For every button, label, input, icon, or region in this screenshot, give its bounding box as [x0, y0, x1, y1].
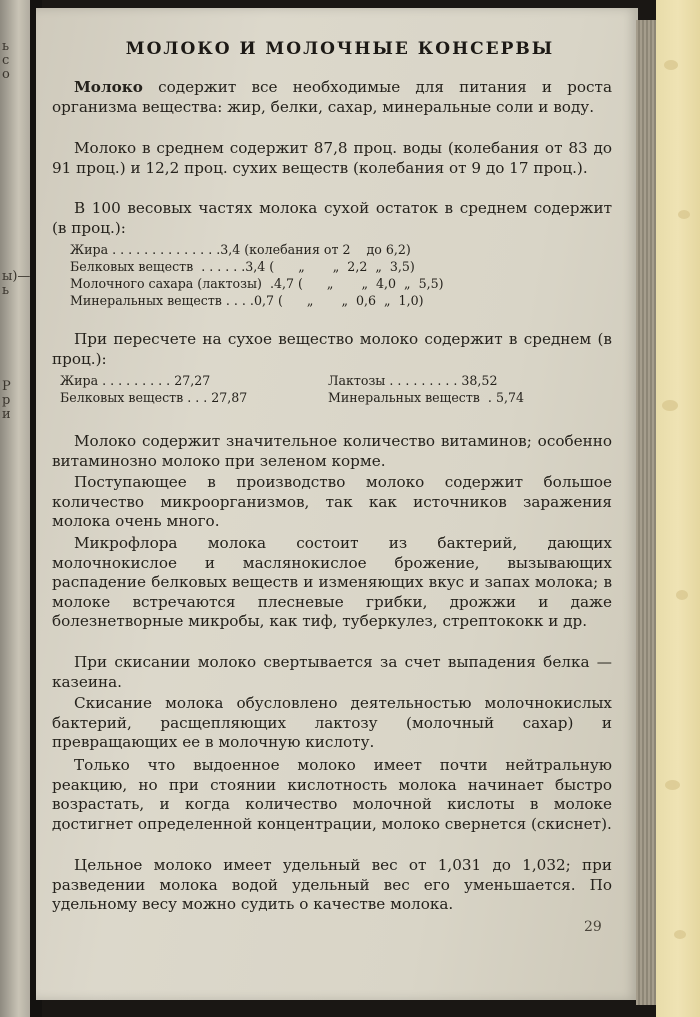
page-title: МОЛОКО И МОЛОЧНЫЕ КОНСЕРВЫ [125, 39, 555, 59]
row-value: 3,4 [245, 259, 266, 274]
background-book [656, 0, 700, 1017]
composition-row [70, 276, 444, 292]
book-page [36, 8, 638, 1000]
row-value: 0,7 [253, 293, 274, 308]
row-label: Минеральных веществ . [328, 390, 492, 405]
paragraph-11: Цельное молоко имеет удельный вес от 1,031 до 1,032; при разведении молока водой удельный вес его уменьшается. По удельному весу можно судить о качестве молока. [52, 856, 612, 913]
row-range: ( „ „ 4,0 „ 5,5) [298, 276, 444, 291]
row-range: (колебания от 2 до 6,2) [244, 242, 411, 257]
row-label: Белковых веществ . . . [60, 390, 208, 405]
row-label: Жира . . . . . . . . . . . . . . [70, 242, 221, 257]
row-value: 27,27 [174, 373, 211, 388]
row-value: 38,52 [461, 373, 498, 388]
composition-row [70, 259, 415, 275]
dry-row [60, 390, 247, 406]
paragraph-8: При скисании молоко свертывается за счет выпадения белка — казеина. [52, 653, 612, 691]
paragraph-2: Молоко в среднем содержит 87,8 проц. воды (колебания от 83 до 91 проц.) и 12,2 проц. сухих веществ (колебания от 9 до 17 проц.). [52, 139, 612, 177]
paragraph-3: В 100 весовых частях молока сухой остаток в среднем содержит (в проц.): [52, 199, 612, 237]
paragraph-10: Только что выдоенное молоко имеет почти нейтральную реакцию, но при стоянии кислотность молока начинает быстро возрастать, и когда количество молочной кислоты в молоке достигнет определенной концентрации, молоко свернется (скиснет). [52, 756, 612, 833]
page-block-edge [636, 20, 658, 1005]
row-label: Жира . . . . . . . . . [60, 373, 171, 388]
row-range: ( „ „ 0,6 „ 1,0) [277, 293, 424, 308]
dry-row [328, 390, 524, 406]
row-label: Минеральных веществ . . . . [70, 293, 254, 308]
row-label: Молочного сахара (лактозы) . [70, 276, 274, 291]
previous-page-edge: ь с о ы)— ь Р р и [0, 0, 34, 1017]
row-value: 27,87 [211, 390, 248, 405]
paragraph-4: При пересчете на сухое вещество молоко содержит в среднем (в проц.): [52, 330, 612, 368]
row-label: Лактозы . . . . . . . . . [328, 373, 458, 388]
lead-word: Молоко [74, 78, 143, 96]
paragraph-1-text: содержит все необходимые для питания и роста организма вещества: жир, белки, сахар, минеральные соли и воду. [52, 78, 612, 116]
composition-row [70, 293, 424, 309]
row-value: 5,74 [495, 390, 524, 405]
row-value: 4,7 [273, 276, 294, 291]
composition-row [70, 242, 411, 258]
row-range: ( „ „ 2,2 „ 3,5) [269, 259, 415, 274]
page-number: 29 [584, 919, 602, 935]
paragraph-7: Микрофлора молока состоит из бактерий, дающих молочнокислое и маслянокислое брожение, вызывающих распадение белковых веществ и изменяющих вкус и запах молока; в молоке встречаются плесневые грибки, дрожжи и даже болезнетворные микробы, как тиф, туберкулез, стрептококк и др. [52, 534, 612, 630]
dry-row [328, 373, 497, 389]
paragraph-1 [52, 78, 612, 117]
paragraph-5: Молоко содержит значительное количество витаминов; особенно витаминозно молоко при зеленом корме. [52, 432, 612, 470]
paragraph-9: Скисание молока обусловлено деятельностью молочнокислых бактерий, расщепляющих лактозу (молочный сахар) и превращающих ее в молочную кислоту. [52, 694, 612, 751]
row-label: Белковых веществ . . . . . . [70, 259, 246, 274]
dry-row [60, 373, 210, 389]
paragraph-6: Поступающее в производство молоко содержит большое количество микроорганизмов, так как источников заражения молока очень много. [52, 473, 612, 530]
row-value: 3,4 [220, 242, 241, 257]
